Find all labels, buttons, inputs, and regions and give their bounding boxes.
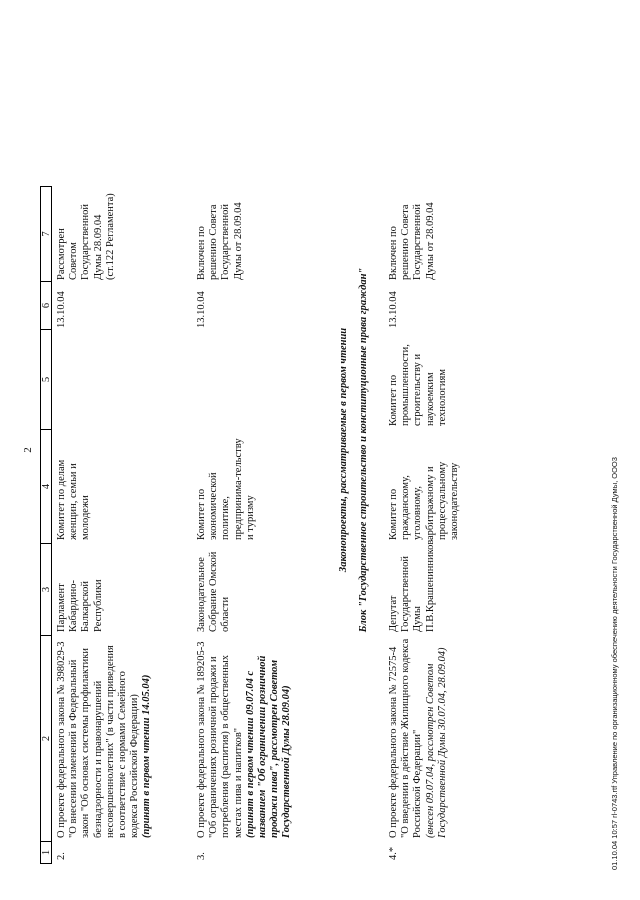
row-number: 3. xyxy=(196,852,207,860)
row-number: 2. xyxy=(56,852,67,860)
bill-title-line: О проекте федерального закона № 72575-4 "О введении в действие Жилищного кодекса Российской Федерации" xyxy=(388,638,424,838)
page-number: 2 xyxy=(22,447,34,453)
status: Включен по решению Совета Государственной Думы от 28.09.04 xyxy=(196,202,244,280)
column-header-2: 2 xyxy=(40,636,52,842)
status: Включен по решению Совета Государственной Думы от 28.09.04 xyxy=(388,202,436,280)
column-header-4: 4 xyxy=(40,430,52,544)
footer-text: 01.10.04 10:57 rl-0743.rtf Управление по организационному обеспечению деятельности Государственной Думы, ООО3 xyxy=(610,457,619,870)
section-title: Законопроекты, рассматриваемые в первом чтении xyxy=(338,327,349,573)
row-number: 4.* xyxy=(388,846,399,860)
bill-description xyxy=(388,638,449,838)
initiator: Депутат Государственной Думы П.В.Крашенинников xyxy=(388,539,436,632)
status: Рассмотрен Советом Государственной Думы 28.09.04 (ст.122 Регламента) xyxy=(56,193,116,280)
date: 13.10.04 xyxy=(56,291,67,328)
bill-note: (принят в первом чтении 09.07.04 с названием "Об ограничении розничной продажи пива", рассмотрен Советом Государственной Думы 28.09.04) xyxy=(244,655,293,838)
responsible-committee: Комитет по экономической политике, предпринима-тельству и туризму xyxy=(196,438,256,540)
block-title: Блок "Государственное строительство и конституционные права граждан" xyxy=(358,267,369,633)
column-header-1: 1 xyxy=(40,842,52,864)
bill-description xyxy=(196,638,294,838)
bill-note: (принят в первом чтении 14.05.04) xyxy=(141,674,153,838)
date: 13.10.04 xyxy=(388,291,399,328)
responsible-committee: Комитет по делам женщин, семьи и молодежи xyxy=(56,459,92,540)
bill-title-line: О проекте федерального закона № 398029-3 xyxy=(56,641,67,838)
initiator: Законодательное Собрание Омской области xyxy=(196,551,232,632)
responsible-committee: Комитет по гражданскому, уголовному, арбитражному и процессуальному законодательству xyxy=(388,461,461,540)
bill-title-line: "О внесении изменений в Федеральный закон "Об основах системы профилактики безнадзорности и правонарушений несовершеннолетних" (в части приведения в соответствие с нормами Семейного кодекса Российской Федерации) xyxy=(68,645,141,838)
column-header-5: 5 xyxy=(40,330,52,430)
date: 13.10.04 xyxy=(196,291,207,328)
bill-description xyxy=(56,638,154,838)
bill-title-line: О проекте федерального закона № 189205-3 "Об ограничениях розничной продажи и потребления (распития) в общественных местах пива и напитков" xyxy=(196,641,244,838)
co-committee: Комитет по промышленности, строительству и наукоемким технологиям xyxy=(388,344,448,426)
initiator: Парламент Кабардино-Балкарской Республики xyxy=(56,579,104,632)
column-header-6: 6 xyxy=(40,282,52,330)
column-header-3: 3 xyxy=(40,544,52,636)
bill-note: (внесен 09.07.04, рассмотрен Советом Государственной Думы 30.07.04, 28.09.04) xyxy=(424,647,448,838)
column-header-7: 7 xyxy=(40,186,52,282)
